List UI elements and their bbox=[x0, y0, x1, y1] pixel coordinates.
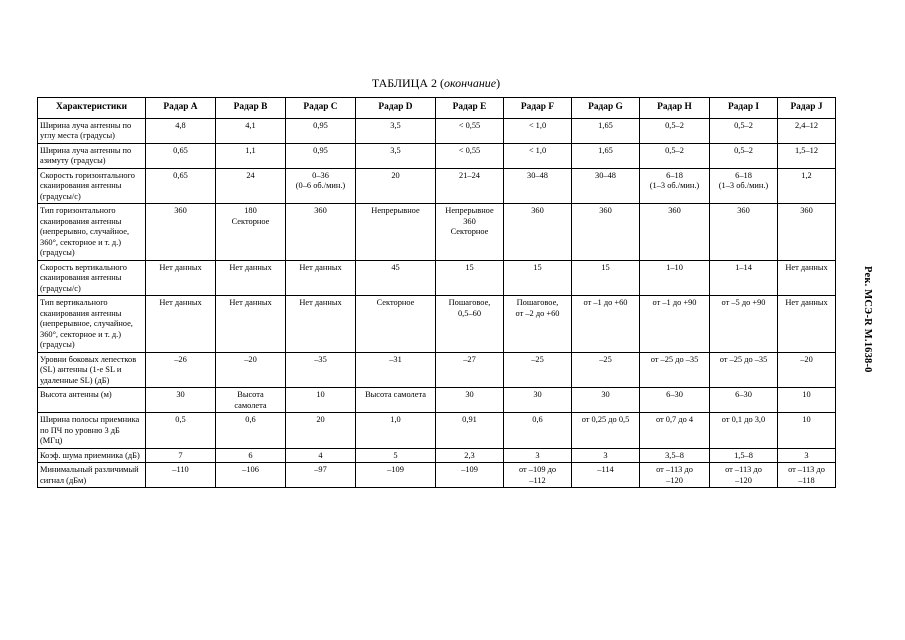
table-cell: 30 bbox=[572, 388, 640, 413]
table-cell: 30 bbox=[146, 388, 216, 413]
table-cell: 0,5–2 bbox=[710, 143, 778, 168]
table-cell: Пошаговое, от –2 до +60 bbox=[504, 296, 572, 353]
row-label: Минимальный различимый сигнал (дБм) bbox=[38, 463, 146, 488]
table-cell: 1,2 bbox=[778, 168, 836, 204]
caption-main: ТАБЛИЦА 2 ( bbox=[371, 76, 444, 90]
table-cell: от 0,7 до 4 bbox=[640, 413, 710, 449]
table-cell: 0,6 bbox=[216, 413, 286, 449]
table-cell: Нет данных bbox=[778, 296, 836, 353]
table-cell: от –109 до –112 bbox=[504, 463, 572, 488]
column-header-radar-g: Радар G bbox=[572, 98, 640, 119]
table-cell: от –113 до –120 bbox=[640, 463, 710, 488]
table-cell: 4,1 bbox=[216, 118, 286, 143]
table-cell: 3 bbox=[778, 448, 836, 463]
table-cell: 3,5–8 bbox=[640, 448, 710, 463]
header-row bbox=[38, 98, 836, 119]
table-cell: от 0,25 до 0,5 bbox=[572, 413, 640, 449]
table-cell: Нет данных bbox=[286, 260, 356, 296]
table-cell: 0,91 bbox=[436, 413, 504, 449]
table-cell: от –25 до –35 bbox=[640, 352, 710, 388]
table-cell: 1,65 bbox=[572, 118, 640, 143]
table-cell: 0,5–2 bbox=[710, 118, 778, 143]
table-cell: Непрерывное 360 Секторное bbox=[436, 204, 504, 261]
table-cell: 180 Секторное bbox=[216, 204, 286, 261]
recommendation-side-label: Рек. МСЭ-R M.1638-0 bbox=[862, 266, 873, 373]
table-cell: 360 bbox=[504, 204, 572, 261]
table-cell: 360 bbox=[146, 204, 216, 261]
table-row bbox=[38, 168, 836, 204]
table-cell: Нет данных bbox=[146, 260, 216, 296]
table-cell: 0,6 bbox=[504, 413, 572, 449]
row-label: Скорость вертикального сканирования антенны (градусы/с) bbox=[38, 260, 146, 296]
table-cell: 20 bbox=[356, 168, 436, 204]
table-cell: от –113 до –120 bbox=[710, 463, 778, 488]
table-cell: 10 bbox=[778, 413, 836, 449]
table-cell: 360 bbox=[640, 204, 710, 261]
table-cell: < 1,0 bbox=[504, 118, 572, 143]
table-cell: 30–48 bbox=[572, 168, 640, 204]
table-cell: 0,95 bbox=[286, 118, 356, 143]
table-cell: 1,65 bbox=[572, 143, 640, 168]
table-row bbox=[38, 204, 836, 261]
row-label: Высота антенны (м) bbox=[38, 388, 146, 413]
row-label: Ширина луча антенны по углу места (градусы) bbox=[38, 118, 146, 143]
table-cell: 1,0 bbox=[356, 413, 436, 449]
table-cell: –110 bbox=[146, 463, 216, 488]
table-cell: от –5 до +90 bbox=[710, 296, 778, 353]
table-cell: Непрерывное bbox=[356, 204, 436, 261]
table-cell: 4 bbox=[286, 448, 356, 463]
row-label: Ширина луча антенны по азимуту (градусы) bbox=[38, 143, 146, 168]
table-row bbox=[38, 448, 836, 463]
row-label: Тип вертикального сканирования антенны (непрерывное, случайное, 360°, секторное и т. д.) (градусы) bbox=[38, 296, 146, 353]
table-cell: –26 bbox=[146, 352, 216, 388]
table-cell: Высота самолета bbox=[216, 388, 286, 413]
table-row bbox=[38, 352, 836, 388]
table-cell: –25 bbox=[504, 352, 572, 388]
table-cell: от –25 до –35 bbox=[710, 352, 778, 388]
table-cell: 6–18 (1–3 об./мин.) bbox=[640, 168, 710, 204]
table-cell: 0,5 bbox=[146, 413, 216, 449]
table-cell: 2,3 bbox=[436, 448, 504, 463]
table-cell: –25 bbox=[572, 352, 640, 388]
table-cell: 7 bbox=[146, 448, 216, 463]
table-cell: Нет данных bbox=[146, 296, 216, 353]
table-header bbox=[38, 98, 836, 119]
table-cell: 0,65 bbox=[146, 143, 216, 168]
table-cell: –109 bbox=[356, 463, 436, 488]
column-header-characteristics: Характеристики bbox=[38, 98, 146, 119]
table-cell: Нет данных bbox=[216, 260, 286, 296]
table-cell: 360 bbox=[778, 204, 836, 261]
table-cell: 21–24 bbox=[436, 168, 504, 204]
column-header-radar-f: Радар F bbox=[504, 98, 572, 119]
table-cell: 3 bbox=[572, 448, 640, 463]
table-cell: Нет данных bbox=[286, 296, 356, 353]
table-cell: 24 bbox=[216, 168, 286, 204]
table-row bbox=[38, 296, 836, 353]
table-cell: 6–30 bbox=[710, 388, 778, 413]
table-cell: 10 bbox=[778, 388, 836, 413]
table-row bbox=[38, 388, 836, 413]
column-header-radar-d: Радар D bbox=[356, 98, 436, 119]
table-cell: от –1 до +60 bbox=[572, 296, 640, 353]
table-cell: 30–48 bbox=[504, 168, 572, 204]
table-cell: от –1 до +90 bbox=[640, 296, 710, 353]
table-cell: 360 bbox=[572, 204, 640, 261]
row-label: Скорость горизонтального сканирования антенны (градусы/с) bbox=[38, 168, 146, 204]
table-cell: 360 bbox=[286, 204, 356, 261]
table-cell: Высота самолета bbox=[356, 388, 436, 413]
table-cell: 2,4–12 bbox=[778, 118, 836, 143]
table-cell: 3,5 bbox=[356, 118, 436, 143]
table-cell: 30 bbox=[504, 388, 572, 413]
table-row bbox=[38, 118, 836, 143]
table-cell: от 0,1 до 3,0 bbox=[710, 413, 778, 449]
table-cell: –97 bbox=[286, 463, 356, 488]
table-cell: 10 bbox=[286, 388, 356, 413]
table-cell: 15 bbox=[504, 260, 572, 296]
table-cell: –27 bbox=[436, 352, 504, 388]
caption-italic: окончание bbox=[444, 76, 497, 90]
table-cell: 20 bbox=[286, 413, 356, 449]
table-cell: –109 bbox=[436, 463, 504, 488]
table-cell: 4,8 bbox=[146, 118, 216, 143]
table-caption bbox=[37, 76, 835, 91]
table-cell: 1,1 bbox=[216, 143, 286, 168]
table-cell: от –113 до –118 bbox=[778, 463, 836, 488]
caption-close: ) bbox=[496, 76, 501, 90]
column-header-radar-i: Радар I bbox=[710, 98, 778, 119]
table-cell: Пошаговое, 0,5–60 bbox=[436, 296, 504, 353]
table-cell: –114 bbox=[572, 463, 640, 488]
column-header-radar-e: Радар E bbox=[436, 98, 504, 119]
table-cell: Нет данных bbox=[778, 260, 836, 296]
table-cell: –31 bbox=[356, 352, 436, 388]
table-cell: 6–30 bbox=[640, 388, 710, 413]
table-cell: 3 bbox=[504, 448, 572, 463]
table-cell: < 1,0 bbox=[504, 143, 572, 168]
table-cell: 1–14 bbox=[710, 260, 778, 296]
table-cell: Нет данных bbox=[216, 296, 286, 353]
row-label: Коэф. шума приемника (дБ) bbox=[38, 448, 146, 463]
row-label: Ширина полосы приемника по ПЧ по уровню 3 дБ (МГц) bbox=[38, 413, 146, 449]
table-cell: 5 bbox=[356, 448, 436, 463]
table-cell: 15 bbox=[572, 260, 640, 296]
column-header-radar-h: Радар H bbox=[640, 98, 710, 119]
table-cell: –20 bbox=[778, 352, 836, 388]
table-cell: 1,5–12 bbox=[778, 143, 836, 168]
table-cell: < 0,55 bbox=[436, 118, 504, 143]
table-row bbox=[38, 463, 836, 488]
table-row bbox=[38, 143, 836, 168]
table-cell: 0,65 bbox=[146, 168, 216, 204]
radar-characteristics-table bbox=[37, 97, 836, 488]
table-cell: 45 bbox=[356, 260, 436, 296]
table-cell: 1–10 bbox=[640, 260, 710, 296]
table-cell: 15 bbox=[436, 260, 504, 296]
table-cell: 6 bbox=[216, 448, 286, 463]
table-row bbox=[38, 260, 836, 296]
column-header-radar-b: Радар B bbox=[216, 98, 286, 119]
column-header-radar-j: Радар J bbox=[778, 98, 836, 119]
row-label: Тип горизонтального сканирования антенны (непрерывно, случайное, 360°, секторное и т. д.) (градусы) bbox=[38, 204, 146, 261]
table-cell: –35 bbox=[286, 352, 356, 388]
table-cell: 6–18 (1–3 об./мин.) bbox=[710, 168, 778, 204]
table-cell: 0,5–2 bbox=[640, 143, 710, 168]
table-cell: –20 bbox=[216, 352, 286, 388]
table-cell: 0,95 bbox=[286, 143, 356, 168]
table-cell: < 0,55 bbox=[436, 143, 504, 168]
column-header-radar-c: Радар C bbox=[286, 98, 356, 119]
column-header-radar-a: Радар A bbox=[146, 98, 216, 119]
table-cell: –106 bbox=[216, 463, 286, 488]
table-cell: 360 bbox=[710, 204, 778, 261]
table-row bbox=[38, 413, 836, 449]
table-cell: 30 bbox=[436, 388, 504, 413]
table-cell: 0,5–2 bbox=[640, 118, 710, 143]
table-cell: 0–36 (0–6 об./мин.) bbox=[286, 168, 356, 204]
table-body bbox=[38, 118, 836, 488]
row-label: Уровни боковых лепестков (SL) антенны (1-е SL и удаленные SL) (дБ) bbox=[38, 352, 146, 388]
table-cell: Секторное bbox=[356, 296, 436, 353]
table-cell: 3,5 bbox=[356, 143, 436, 168]
table-cell: 1,5–8 bbox=[710, 448, 778, 463]
